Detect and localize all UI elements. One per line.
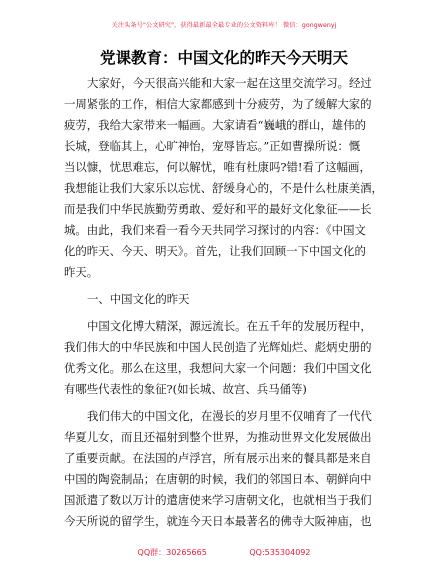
text-line: 我们伟大的中华民族和中国人民创造了光辉灿烂、彪炳史册的	[64, 340, 372, 354]
document-title: 党课教育：中国文化的昨天今天明天	[99, 49, 348, 67]
footer-qq-group: QQ群：30265665	[137, 548, 207, 557]
text-line: 中国的陶瓷制品；在唐朝的时候，我们的邻国日本、朝鲜向中	[64, 472, 372, 486]
paragraph-culture	[64, 316, 392, 400]
text-line: 当以慷，忧思难忘，何以解忧，唯有杜康吗?错!看了这幅画，	[64, 160, 371, 174]
text-line: 大家好，今天很高兴能和大家一起在这里交流学习。经过	[87, 76, 372, 90]
text-line: 我想能让我们大家乐以忘忧、舒缓身心的，不是什么杜康美酒，	[64, 181, 383, 195]
text-line: 今天所说的留学生，就连今天日本最著名的佛寺大阪神庙，也	[64, 514, 372, 528]
text-line: 疲劳，我给大家带来一幅画。大家请看“巍峨的群山，雄伟的	[64, 118, 366, 132]
text-line: 一周紧张的工作，相信大家都感到十分疲劳，为了缓解大家的	[64, 97, 372, 111]
header-note: 关注头条号"公文研究"，获得最新最全最专业的公文资料库！ 微信：gongwenyj	[111, 22, 337, 29]
text-line: 了重要贡献。在法国的卢浮宫，所有展示出来的餐具都是来自	[64, 451, 372, 465]
footer-qq: QQ:535304092	[249, 548, 311, 557]
text-line: 长城，登临其上，心旷神怡，宠辱皆忘。”正如曹操所说：慨	[64, 139, 361, 153]
text-line: 我们伟大的中国文化，在漫长的岁月里不仅哺育了一代代	[87, 409, 372, 423]
text-line: 而是我们中华民族勤劳勇敢、爱好和平的最好文化象征——长	[64, 202, 372, 216]
text-line: 华夏儿女，而且还福射到整个世界，为推动世界文化发展做出	[64, 430, 372, 444]
text-line: 国派遣了数以万计的遣唐使来学习唐朝文化，也就相当于我们	[64, 493, 372, 507]
document-body	[64, 73, 392, 532]
text-line: 有哪些代表性的象征?(如长城、故宫、兵马俑等)	[64, 382, 307, 396]
paragraph-influence	[64, 406, 392, 532]
text-line: 中国文化博大精深，源远流长。在五千年的发展历程中，	[87, 319, 372, 333]
text-line: 优秀文化。那么在这里，我想问大家一个问题：我们中国文化	[64, 361, 372, 375]
paragraph-intro	[64, 73, 392, 283]
section-heading: 一、中国文化的昨天	[87, 292, 190, 306]
text-line: 昨天。	[64, 265, 99, 279]
text-line: 化的昨天、今天、明天》。首先，让我们回顾一下中国文化的	[64, 244, 366, 258]
text-line: 城。由此，我们来看一看今天共同学习探讨的内容：《中国文	[64, 223, 366, 237]
footer-contact	[0, 547, 448, 558]
